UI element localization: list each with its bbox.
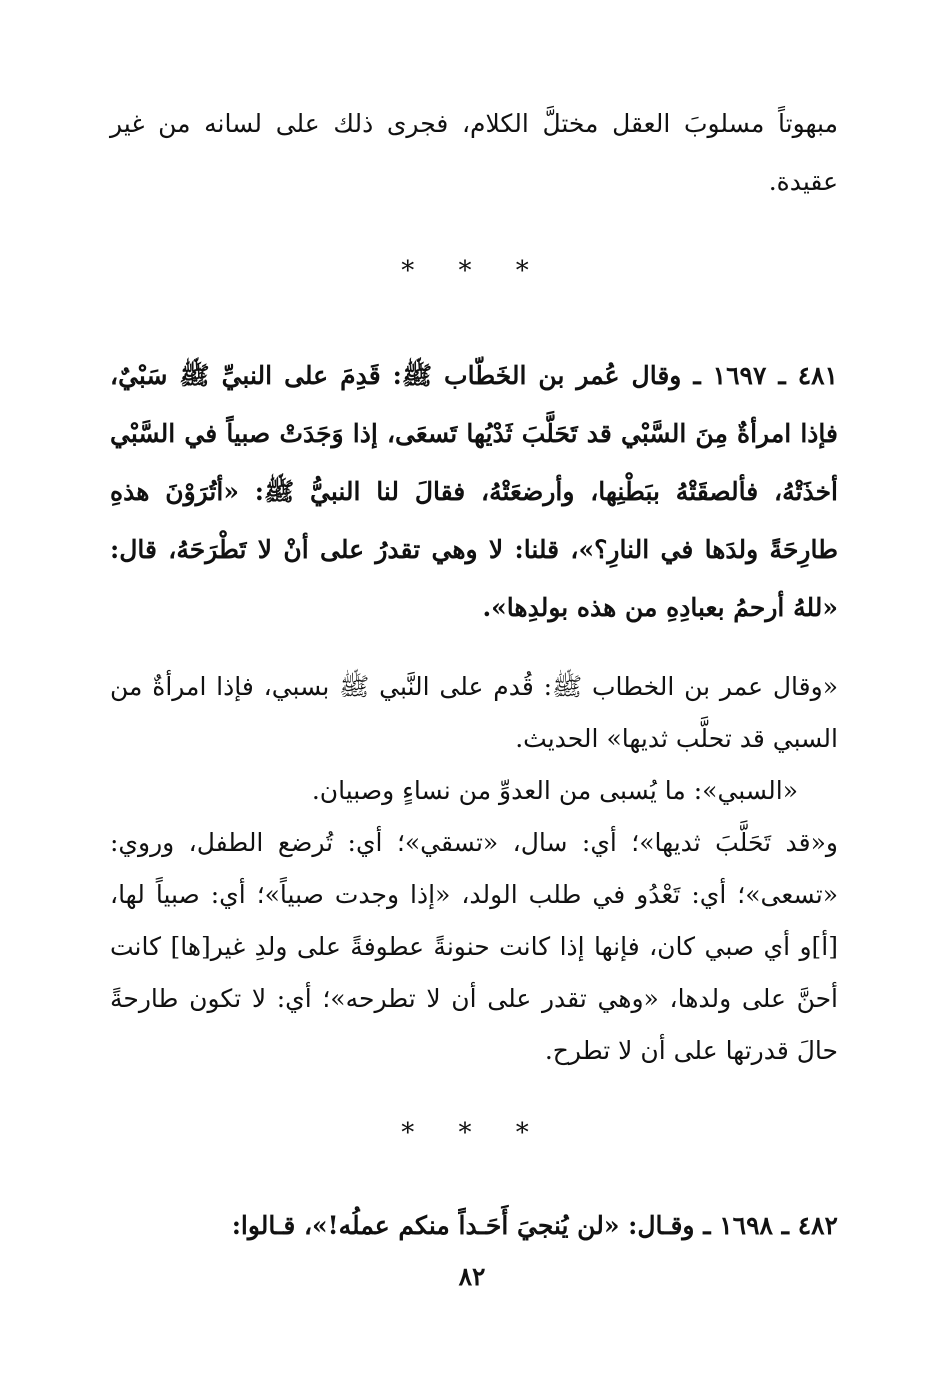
commentary-explanation: و«قد تَحَلَّبَ ثديها»؛ أي: سال، «تسقي»؛ أي: تُرضع الطفل، وروي: «تسعى»؛ أي: تَعْدُو في طلب الولد، «إذا وجدت صبياً»؛ أي: صبياً لها، [أ]و أي صبي كان، فإنها إذا كانت حنونةً عطوفةً على ولدِ غير[ها] كانت أحنَّ على ولدها، «وهي تقدر على أن لا تطرحه»؛ أي: لا تكون طارحةً حالَ قدرتها على أن لا تطرح. bbox=[110, 828, 838, 1065]
hadith-481: ٤٨١ ـ ١٦٩٧ ـ وقال عُمر بن الخَطّاب ﷺ: قَدِمَ على النبيِّ ﷺ سَبْيٌ، فإذا امرأةٌ مِنَ السَّبْي قد تَحَلَّبَ ثَدْيُها تَسعَى، إذا وَجَدَتْ صبياً في السَّبْي أخذَتْهُ، فألصقَتْهُ ببَطْنِها، وأرضعَتْهُ، فقالَ لنا النبيُّ ﷺ: «أتُرَوْنَ هذهِ طارِحَةً ولدَها في النارِ؟»، قلنا: لا وهي تقدرُ على أنْ لا تَطْرَحَهُ، قال: «للهُ أرحمُ بعبادِهِ من هذه بولدِها». bbox=[110, 361, 838, 622]
page-number: ٨٢ bbox=[458, 1262, 486, 1291]
commentary-block bbox=[110, 661, 838, 1077]
hadith-482: ٤٨٢ ـ ١٦٩٨ ـ وقـال: «لن يُنجيَ أَحَـداً منكم عملُه!»، قـالوا: bbox=[231, 1211, 838, 1240]
commentary-quote: «وقال عمر بن الخطاب ﷺ: قُدم على النَّبي ﷺ بسبي، فإذا امرأةٌ من السبي قد تحلَّب ثديها» الحديث. bbox=[110, 672, 838, 753]
section-separator-2: * * * bbox=[401, 1118, 547, 1148]
top-paragraph: مبهوتاً مسلوبَ العقل مختلَّ الكلام، فجرى ذلك على لسانه من غير عقيدة. bbox=[110, 109, 838, 196]
page-body bbox=[110, 95, 838, 1255]
section-separator: * * * bbox=[401, 256, 547, 286]
commentary-sabi: «السبي»: ما يُسبى من العدوِّ من نساءٍ وصبيان. bbox=[311, 776, 798, 805]
